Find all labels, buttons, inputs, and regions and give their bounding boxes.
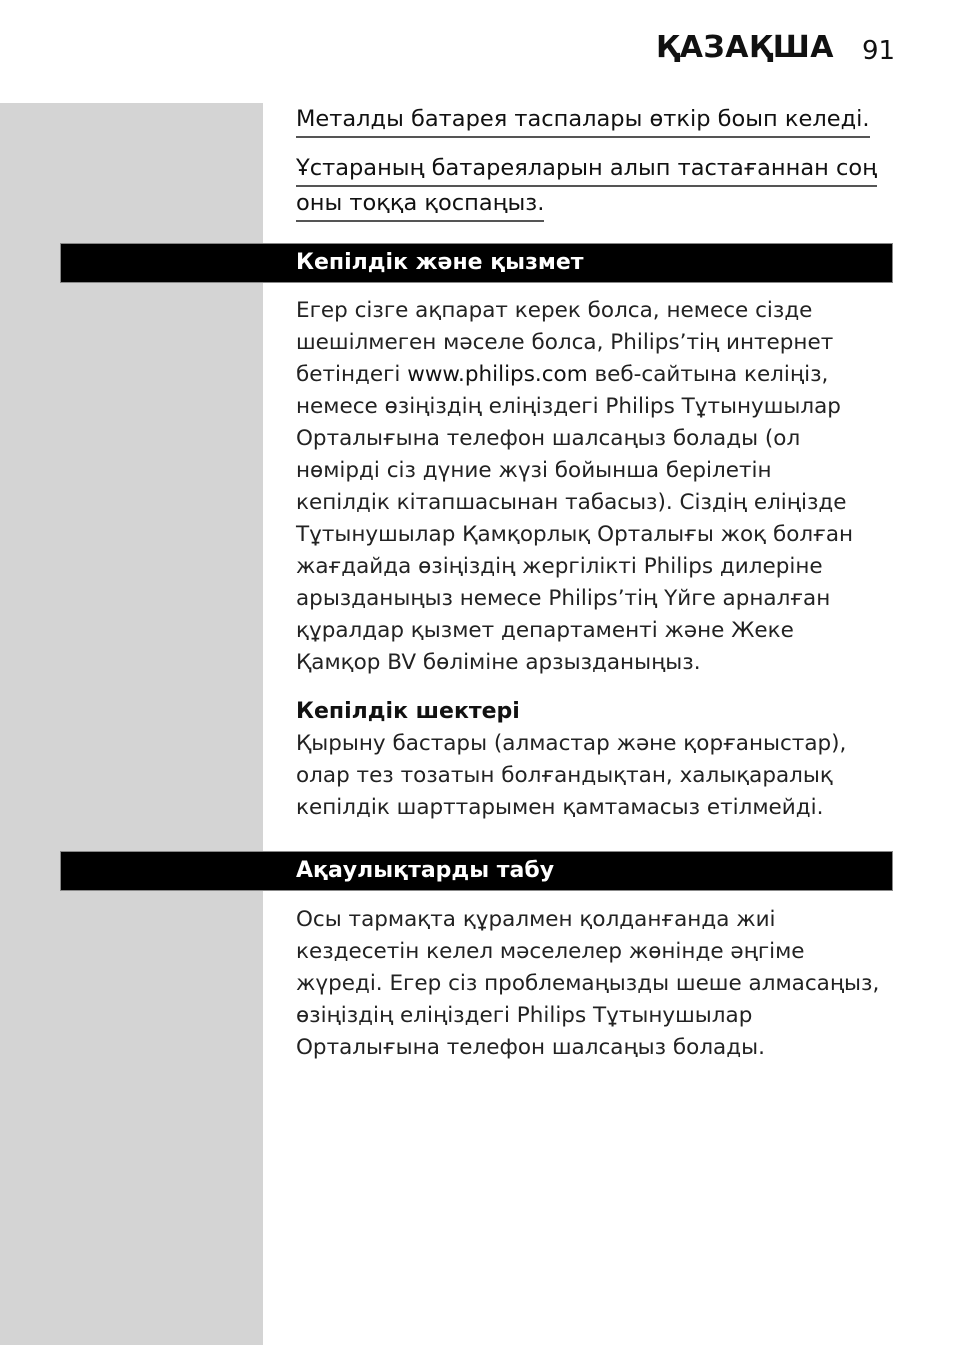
paragraph-line: кепілдік шарттарымен қамтамасыз етілмейді. (296, 795, 824, 820)
warning-line: оны тоққа қоспаңыз. (296, 187, 544, 222)
troubleshooting-paragraph (296, 904, 896, 1064)
section-title: Кепілдік және қызмет (296, 250, 584, 275)
paragraph-line: Орталығына телефон шалсаңыз болады (ол (296, 426, 801, 451)
guarantee-limits-heading: Кепілдік шектері (296, 699, 520, 724)
philips-website-link[interactable]: www.philips.com (407, 362, 588, 387)
guarantee-limits-paragraph (296, 728, 896, 824)
warning-line: Металды батарея таспалары өткір боып келеді. (296, 103, 870, 138)
paragraph-line: құралдар қызмет департаменті және Жеке (296, 618, 794, 643)
paragraph-line: жағдайда өзіңіздің жергілікті Philips дилеріне (296, 554, 823, 579)
sidebar-gray-band (0, 103, 263, 1345)
paragraph-line: олар тез тозатын болғандықтан, халықаралық (296, 763, 833, 788)
paragraph-line: немесе өзіңіздің еліңіздегі Philips Тұтынушылар (296, 394, 841, 419)
paragraph-line: жүреді. Егер сіз проблемаңызды шеше алмасаңыз, (296, 971, 880, 996)
section-title: Ақаулықтарды табу (296, 858, 555, 883)
paragraph-line: Қырыну бастары (алмастар және қорғаныстар), (296, 731, 847, 756)
paragraph-line: нөмірді сіз дүние жүзі бойынша берілетін (296, 458, 772, 483)
paragraph-text: веб-сайтына келіңіз, (587, 362, 829, 387)
paragraph-line: өзіңіздің еліңіздегі Philips Тұтынушылар (296, 1003, 753, 1028)
paragraph-line (296, 359, 896, 391)
warning-battery-strips (296, 103, 886, 138)
paragraph-line: Тұтынушылар Қамқорлық Орталығы жоқ болған (296, 522, 854, 547)
section-header-troubleshooting (60, 851, 893, 891)
paragraph-line: Егер сізге ақпарат керек болса, немесе сізде (296, 298, 813, 323)
language-header: ҚАЗАҚША (655, 30, 834, 65)
paragraph-line: кепілдік кітапшасынан табасыз). Сіздің еліңізде (296, 490, 847, 515)
paragraph-line: кездесетін келел мәселелер жөнінде әңгіме (296, 939, 805, 964)
warning-remove-batteries (296, 152, 886, 222)
warning-line: Ұстараның батареяларын алып тастағаннан соң (296, 152, 877, 187)
paragraph-line: шешілмеген мәселе болса, Philips’тің интернет (296, 330, 834, 355)
section-header-guarantee (60, 243, 893, 283)
paragraph-text: бетіндегі (296, 362, 408, 387)
paragraph-line: Орталығына телефон шалсаңыз болады. (296, 1035, 765, 1060)
guarantee-paragraph (296, 295, 896, 679)
paragraph-line: арызданыңыз немесе Philips’тің Үйге арналған (296, 586, 831, 611)
page-number: 91 (862, 36, 896, 66)
paragraph-line: Қамқор BV бөліміне арзызданыңыз. (296, 650, 701, 675)
paragraph-line: Осы тармақта құралмен қолданғанда жиі (296, 907, 776, 932)
